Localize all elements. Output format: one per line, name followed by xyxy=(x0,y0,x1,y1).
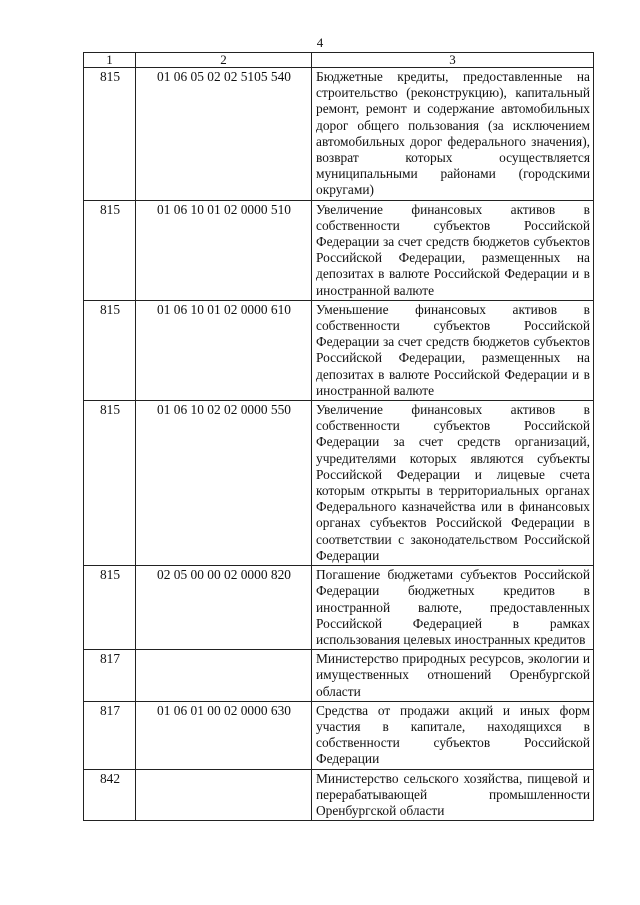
column-header-3: 3 xyxy=(312,53,594,68)
admin-code-cell: 815 xyxy=(84,300,136,400)
column-header-2: 2 xyxy=(136,53,312,68)
description-cell: Погашение бюджетами субъектов Российской Федерации бюджетных кредитов в иностранной валюте, предоставленных Российской Федерацией в рамках использования целевых иностранных кредитов xyxy=(312,566,594,650)
column-header-1: 1 xyxy=(84,53,136,68)
description-cell: Средства от продажи акций и иных форм участия в капитале, находящихся в собственности субъектов Российской Федерации xyxy=(312,701,594,769)
table-row xyxy=(84,200,594,300)
source-code-cell xyxy=(136,769,312,821)
table-row xyxy=(84,300,594,400)
source-code-cell: 01 06 01 00 02 0000 630 xyxy=(136,701,312,769)
admin-code-cell: 817 xyxy=(84,701,136,769)
admin-code-cell: 815 xyxy=(84,68,136,201)
page-number: 4 xyxy=(316,35,324,50)
admin-code-cell: 815 xyxy=(84,566,136,650)
document-table xyxy=(83,52,594,821)
table-row xyxy=(84,650,594,702)
description-cell: Министерство природных ресурсов, экологии и имущественных отношений Оренбургской области xyxy=(312,650,594,702)
description-cell: Увеличение финансовых активов в собственности субъектов Российской Федерации за счет средств бюджетов субъектов Российской Федерации, размещенных на депозитах в валюте Российской Федерации и в иностранной валюте xyxy=(312,200,594,300)
table-row xyxy=(84,68,594,201)
description-cell: Уменьшение финансовых активов в собственности субъектов Российской Федерации за счет средств бюджетов субъектов Российской Федерации, размещенных на депозитах в валюте Российской Федерации и в иностранной валюте xyxy=(312,300,594,400)
source-code-cell: 01 06 05 02 02 5105 540 xyxy=(136,68,312,201)
table-header-row xyxy=(84,53,594,68)
source-code-cell: 01 06 10 02 02 0000 550 xyxy=(136,401,312,566)
source-code-cell: 01 06 10 01 02 0000 510 xyxy=(136,200,312,300)
description-cell: Министерство сельского хозяйства, пищевой и перерабатывающей промышленности Оренбургской области xyxy=(312,769,594,821)
admin-code-cell: 815 xyxy=(84,401,136,566)
description-cell: Бюджетные кредиты, предоставленные на строительство (реконструкцию), капитальный ремонт, ремонт и содержание автомобильных дорог общего пользования (за исключением автомобильных дорог федерального значения), возврат которых осуществляется муниципальными районами (городскими округами) xyxy=(312,68,594,201)
table-row xyxy=(84,401,594,566)
admin-code-cell: 815 xyxy=(84,200,136,300)
table-row xyxy=(84,701,594,769)
table-row xyxy=(84,769,594,821)
description-cell: Увеличение финансовых активов в собственности субъектов Российской Федерации за счет средств организаций, учредителями которых являются субъекты Российской Федерации и лицевые счета которым открыты в территориальных органах Федерального казначейства или в финансовых органах субъектов Российской Федерации в соответствии с законодательством Российской Федерации xyxy=(312,401,594,566)
source-code-cell: 01 06 10 01 02 0000 610 xyxy=(136,300,312,400)
table-row xyxy=(84,566,594,650)
admin-code-cell: 842 xyxy=(84,769,136,821)
source-code-cell xyxy=(136,650,312,702)
source-code-cell: 02 05 00 00 02 0000 820 xyxy=(136,566,312,650)
admin-code-cell: 817 xyxy=(84,650,136,702)
